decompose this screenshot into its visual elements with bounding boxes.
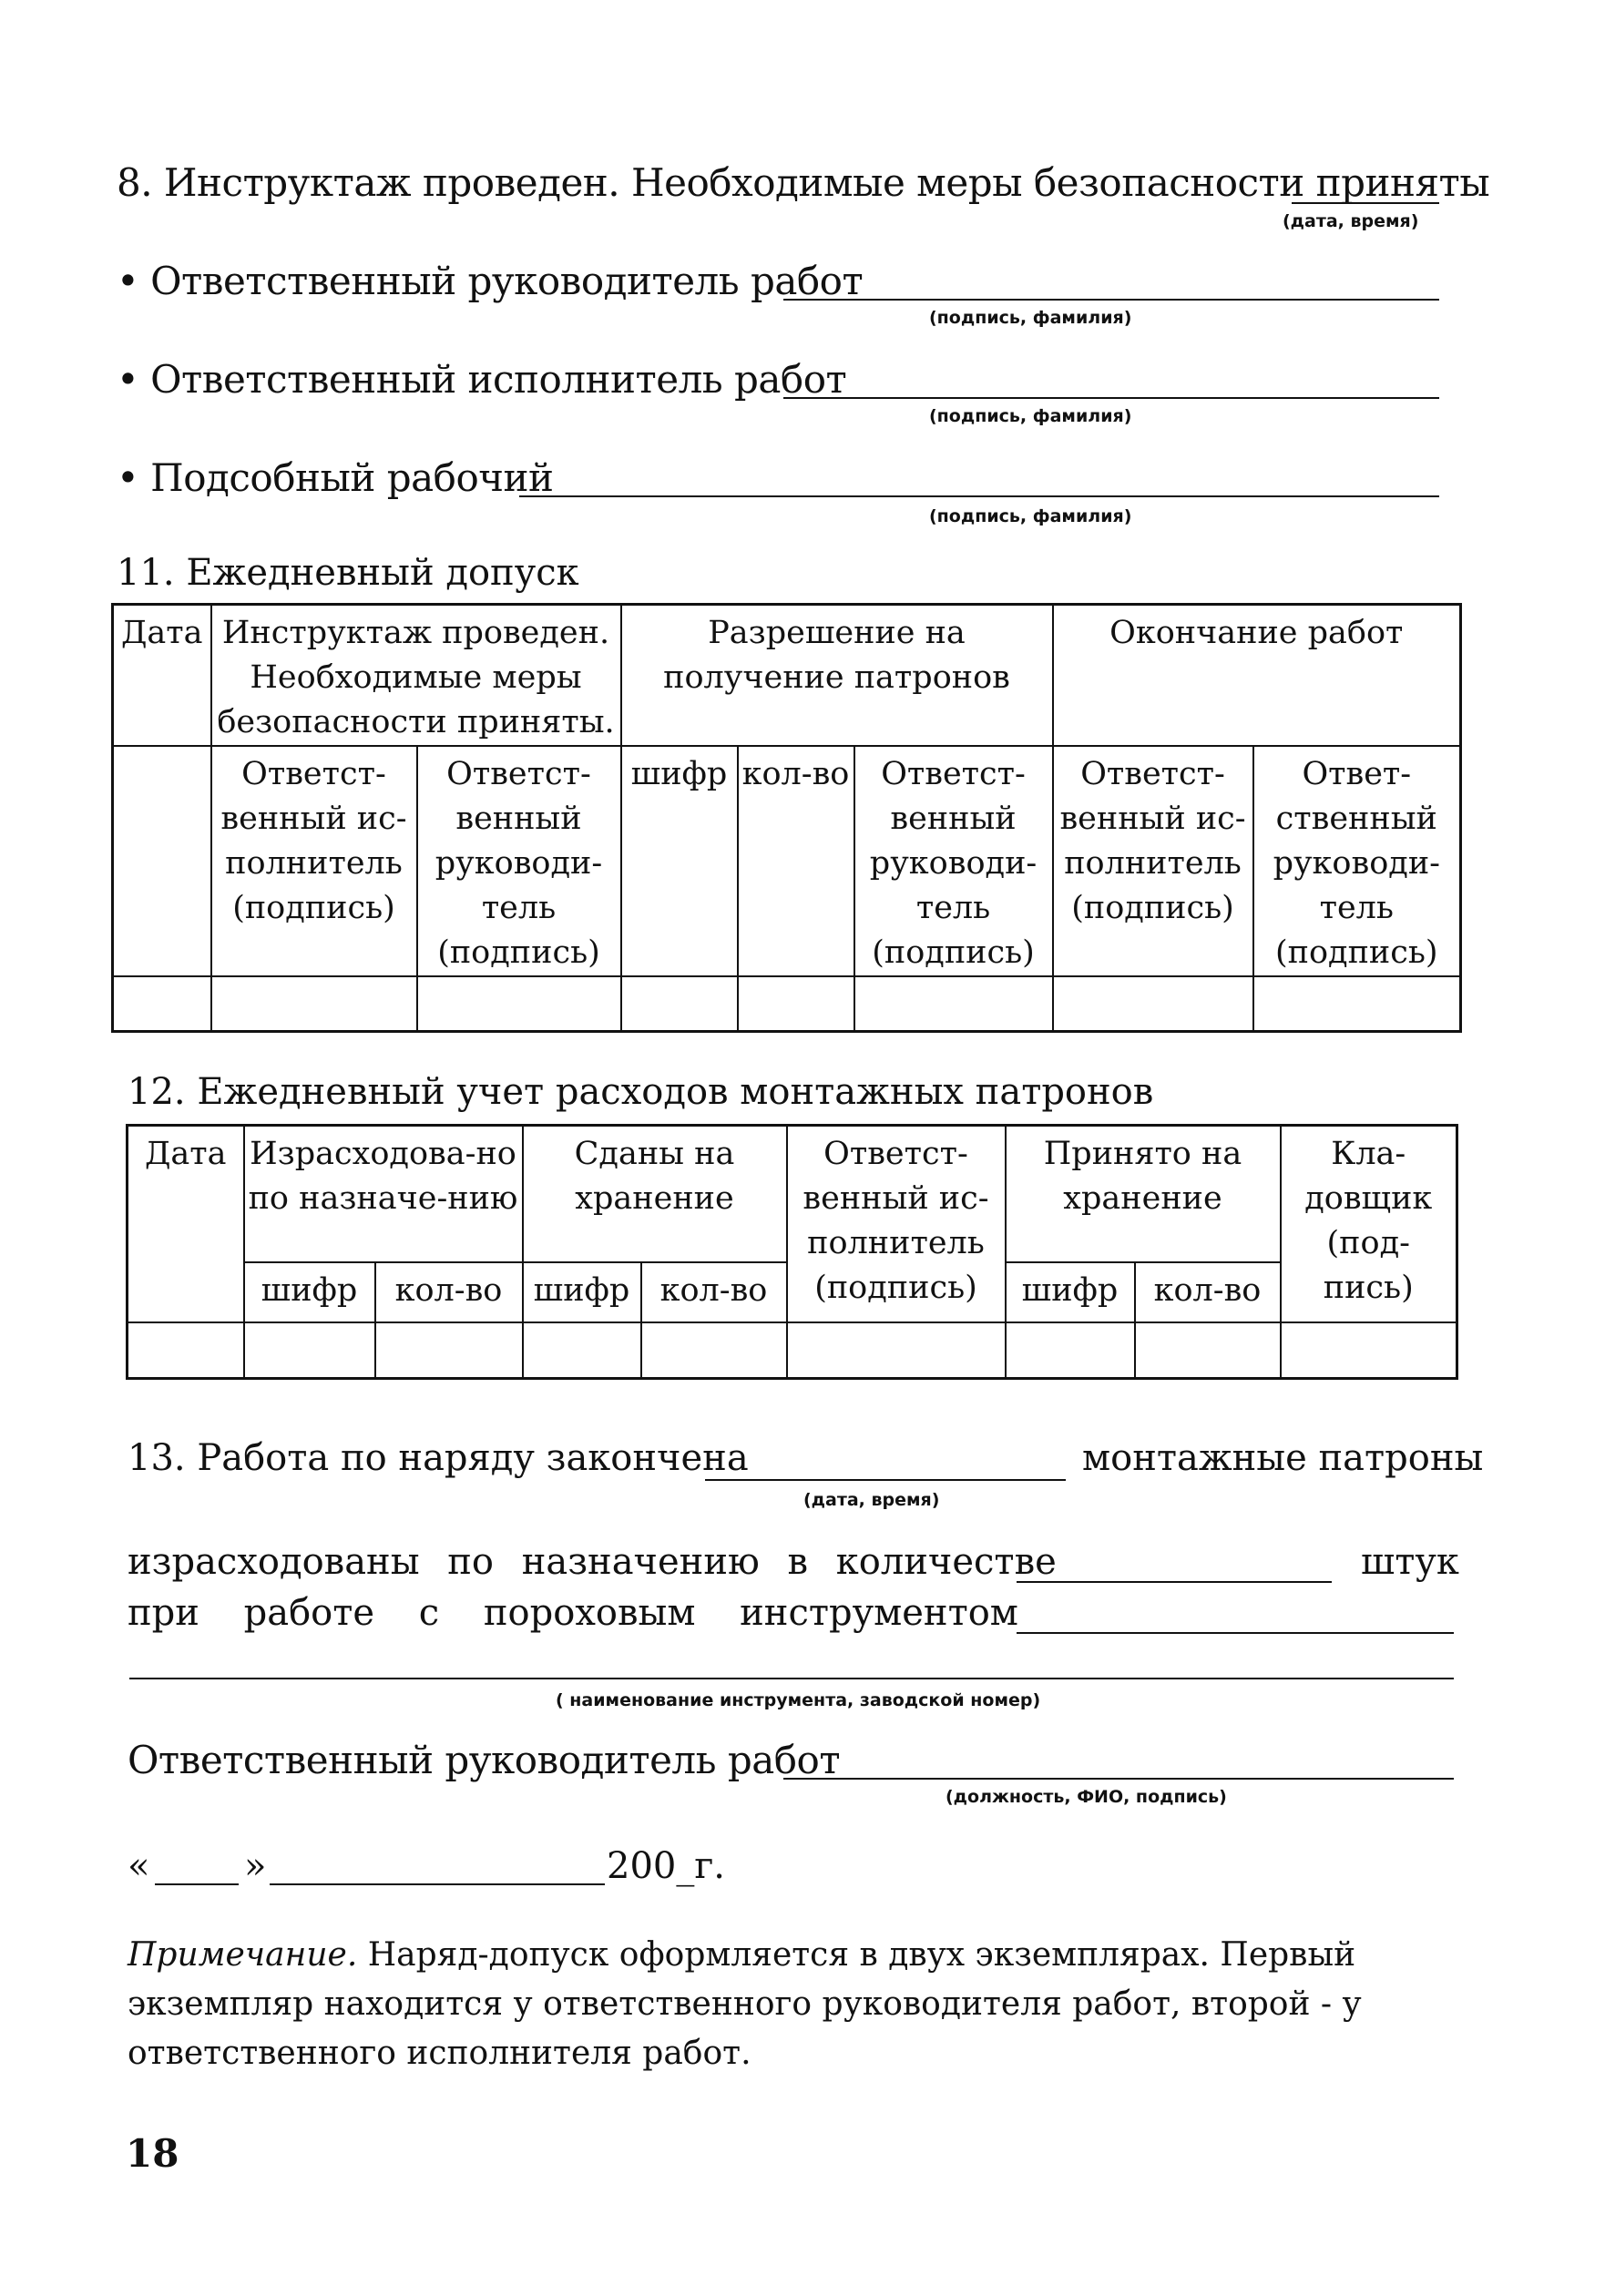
col-accepted-code: шифр [1006,1262,1135,1322]
col-date-sub [113,746,211,976]
cartridge-log-table [126,1124,1458,1380]
signer-lead-label: • Ответственный руководитель работ [117,259,864,303]
col-spent-code: шифр [244,1262,375,1322]
section13-date-line[interactable] [705,1479,1066,1481]
col-lead-sign: Ответст-венный руководи-тель (подпись) [417,746,621,976]
date-month-line[interactable] [270,1883,605,1885]
signer-lead-line[interactable] [783,299,1439,301]
table-row[interactable] [113,976,1461,1031]
date-year: 200_г. [607,1845,726,1887]
section13-tool-line1[interactable] [1017,1632,1454,1634]
col-keeper: Кла-довщик (под-пись) [1281,1126,1457,1322]
signer-helper-line[interactable] [519,495,1439,497]
section13-tool-line2[interactable] [129,1678,1454,1679]
col-stored: Сданы на хранение [523,1126,787,1262]
section11-title: 11. Ежедневный допуск [117,552,579,594]
section13-line3-left: при работе с пороховым инструментом [128,1592,1018,1634]
signer-exec-line[interactable] [783,397,1439,399]
col-exec-sign: Ответст-венный ис-полнитель (подпись) [211,746,417,976]
note-text: Наряд-допуск оформляется в двух экземплярах. Первый экземпляр находится у ответственного руководителя работ, второй - у ответственного исполнителя работ. [128,1936,1362,2072]
section13-line2-left: израсходованы по назначению в количестве [128,1541,1057,1583]
col-spent-qty: кол-во [375,1262,523,1322]
col-accepted-qty: кол-во [1135,1262,1281,1322]
col-exec: Ответст-венный ис-полнитель (подпись) [787,1126,1006,1322]
table-cell[interactable] [787,1322,1006,1379]
section12-title: 12. Ежедневный учет расходов монтажных патронов [128,1071,1154,1113]
date-day-line[interactable] [155,1883,239,1885]
table-cell[interactable] [113,976,211,1031]
item8-date-line[interactable] [1292,202,1439,204]
section13-caption2: ( наименование инструмента, заводской номер) [556,1690,1041,1710]
section13-lead-caption: (должность, ФИО, подпись) [946,1787,1227,1807]
date-open-quote: « [128,1845,150,1887]
section13-qty-line[interactable] [1017,1581,1332,1583]
table-cell[interactable] [1281,1322,1457,1379]
col-end: Окончание работ [1053,605,1461,747]
table-cell[interactable] [1006,1322,1135,1379]
col-permit: Разрешение на получение патронов [621,605,1053,747]
col-accepted: Принято на хранение [1006,1126,1281,1262]
col-code: шифр [621,746,738,976]
table-cell[interactable] [621,976,738,1031]
date-close-quote: » [244,1845,267,1887]
table-cell[interactable] [523,1322,641,1379]
signer-lead-caption: (подпись, фамилия) [929,308,1132,328]
col-stored-qty: кол-во [641,1262,787,1322]
table-cell[interactable] [128,1322,244,1379]
section13-line2-right: штук [1361,1541,1459,1583]
signer-helper-label: • Подсобный рабочий [117,455,554,500]
page-number: 18 [126,2131,179,2176]
signer-exec-caption: (подпись, фамилия) [929,406,1132,426]
col-stored-code: шифр [523,1262,641,1322]
col-spent: Израсходова-но по назначе-нию [244,1126,523,1262]
table-cell[interactable] [244,1322,375,1379]
note-label: Примечание. [128,1936,358,1974]
table-cell[interactable] [1135,1322,1281,1379]
item8-text: 8. Инструктаж проведен. Необходимые меры безопасности приняты [117,160,1490,205]
table-cell[interactable] [1253,976,1461,1031]
section13-lead-label: Ответственный руководитель работ [128,1738,841,1782]
item8-caption: (дата, время) [1283,211,1419,231]
col-date: Дата [128,1126,244,1322]
signer-helper-caption: (подпись, фамилия) [929,506,1132,526]
table-row[interactable] [128,1322,1457,1379]
col-end-exec: Ответст-венный ис-полнитель (подпись) [1053,746,1253,976]
col-briefing: Инструктаж проведен. Необходимые меры безопасности приняты. [211,605,621,747]
table-cell[interactable] [854,976,1053,1031]
col-permit-lead: Ответст-венный руководи-тель (подпись) [854,746,1053,976]
table-cell[interactable] [375,1322,523,1379]
table-cell[interactable] [417,976,621,1031]
col-qty: кол-во [738,746,854,976]
note-paragraph [128,1931,1454,2078]
col-end-lead: Ответ-ственный руководи-тель (подпись) [1253,746,1461,976]
table-cell[interactable] [211,976,417,1031]
section13-caption1: (дата, время) [803,1490,940,1510]
section13-lead-line[interactable] [783,1778,1454,1780]
col-date: Дата [113,605,211,747]
daily-permit-table [111,603,1462,1033]
section13-line1-left: 13. Работа по наряду закончена [128,1437,749,1479]
table-cell[interactable] [1053,976,1253,1031]
table-cell[interactable] [641,1322,787,1379]
section13-line1-right: монтажные патроны [1082,1437,1484,1479]
table-cell[interactable] [738,976,854,1031]
signer-exec-label: • Ответственный исполнитель работ [117,357,847,402]
